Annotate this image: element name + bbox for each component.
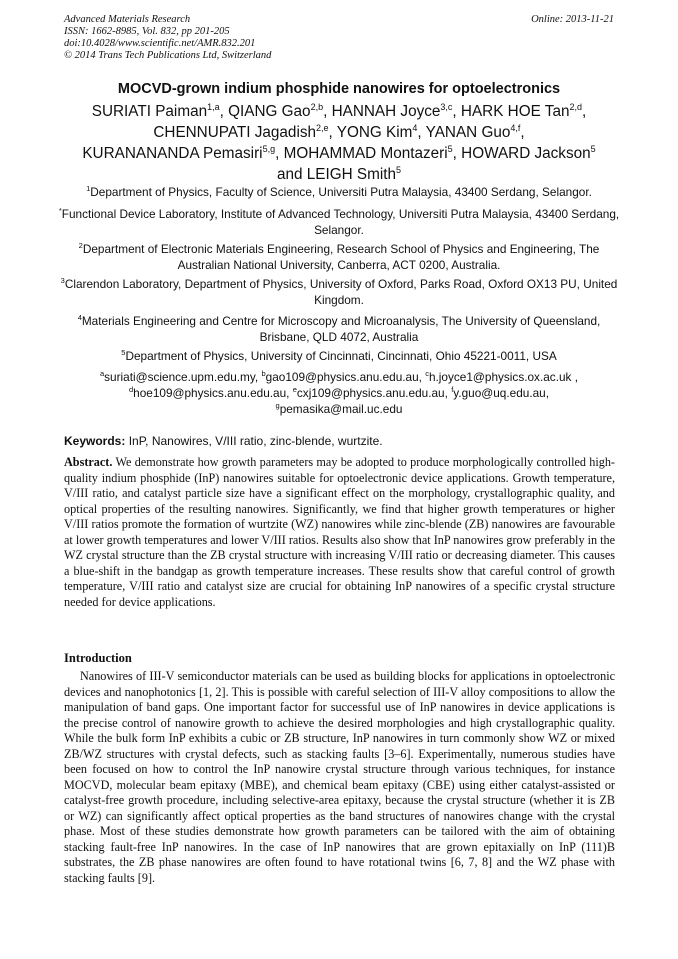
author: MOHAMMAD Montazeri$^5$, [283,144,462,162]
keywords-text: InP, Nanowires, V/III ratio, zinc-blende, wurtzite. [125,434,383,448]
affiliation: *Functional Device Laboratory, Institute of Advanced Technology, Universiti Putra Malaysia, 43400 Serdang, Selangor. [58,206,620,237]
author: YONG Kim$^4$, [336,123,426,141]
author: and LEIGH Smith$^5$ [276,165,402,183]
email: $^f$y.guo@uq.edu.au, [451,385,549,400]
abstract-text: We demonstrate how growth parameters may be adopted to produce morphologically controlled high-quality indium phosphide (InP) nanowires suitable for optoelectronic device applications. Growth temperature, V/III ratio, and catalyst particle size have a significant effect on the morphology, crystallographic quality, and optical properties of the resulting nanowires. Significantly, we find that higher growth temperatures or higher V/III ratios promote the formation of wurtzite (WZ) nanowires while zinc-blende (ZB) nanowires are favourable at lower growth temperatures and lower V/III ratios. Results also show that InP nanowires grow preferably in the WZ crystal structure than the ZB crystal structure with increasing V/III ratio or decreasing diameter. This causes a blue-shift in the bandgap as growth temperature increases. These results show that careful control of growth temperature, V/III ratio and catalyst size are crucial for obtaining InP nanowires of a specific crystal structure needed for device applications. [64,455,616,609]
keywords-label: Keywords: [64,434,126,448]
affiliation: $^2$Department of Electronic Materials Engineering, Research School of Physics and Engineering, The Australian National University, Canberra, ACT 0200, Australia. [78,241,600,272]
author: CHENNUPATI Jagadish$^{2,e}$, [153,123,337,141]
affiliation: $^5$Department of Physics, University of Cincinnati, Cincinnati, Ohio 45221-0011, USA [121,348,557,363]
affiliation: $^4$Materials Engineering and Centre for Microscopy and Microanalysis, The University of Queensland, Brisbane, QLD 4072, Australia [77,313,601,344]
email: $^e$cxj109@physics.anu.edu.au, [292,385,448,400]
author: HARK HOE Tan$^{2,d}$, [460,102,587,120]
affiliation: $^3$Clarendon Laboratory, Department of Physics, University of Oxford, Parks Road, Oxford OX13 PU, United Kingdom. [60,276,618,307]
email: $^d$hoe109@physics.anu.edu.au, [128,385,290,400]
abstract-label: Abstract. [64,455,113,469]
issn-line: ISSN: 1662-8985, Vol. 832, pp 201-205 [64,26,230,37]
author: QIANG Gao$^{2,b}$, [228,102,332,120]
author: HOWARD Jackson$^5$ [461,144,596,162]
copyright-line: © 2014 Trans Tech Publications Ltd, Switzerland [64,50,272,61]
online-date: Online: 2013-11-21 [531,14,614,25]
author-list [40,101,638,185]
affiliation: $^1$Department of Physics, Faculty of Science, Universiti Putra Malaysia, 43400 Serdang, Selangor. [86,184,592,199]
email-list [56,369,622,417]
email: $^a$suriati@science.upm.edu.my, [99,369,259,384]
email: $^c$h.joyce1@physics.ox.ac.uk , [425,369,578,384]
journal-header [64,14,614,62]
introduction-paragraph: Nanowires of III-V semiconductor materials can be used as building blocks for applications in optoelectronic devices and nanophotonics [1, 2]. This is possible with careful selection of III-V alloy compositions to allow the manipulation of band gaps. One important factor for successful use of InP nanowires in device applications is the precise control of nanowire growth to achieve the desired morphologies and high crystallographic quality. While the bulk form InP exhibits a cubic or ZB structure, InP nanowires in turn commonly show WZ or mixed ZB/WZ structures with crystal defects, such as stacking faults [3–6]. Experimentally, numerous studies have been focused on how to control the InP nanowire crystal structure through various techniques, for instance MOCVD, molecular beam epitaxy (MBE), and chemical beam epitaxy (CBE) using either catalyst-assisted or catalyst-free growth procedure, including selective-area epitaxy, because the crystal structure (whether it is ZB or WZ) can significantly affect optical properties as the band structures of nanowires change with the crystal phase. Most of these studies demonstrate how growth parameters can be tailored with the aim of obtaining stacking fault-free InP nanowires. In the case of InP nanowires that are grown epitaxially on InP (111)B substrates, the ZB phase nanowires are often found to have rotational twins [6, 7, 8] and the WZ phase with stacking faults [9]. [64,669,615,885]
abstract-paragraph [64,455,615,610]
doi-line: doi:10.4028/www.scientific.net/AMR.832.201 [64,38,256,49]
section-heading-introduction: Introduction [64,651,132,665]
author: SURIATI Paiman$^{1,a}$, [91,102,229,120]
email: $^b$gao109@physics.anu.edu.au, [261,369,422,384]
journal-name: Advanced Materials Research [64,14,191,25]
paper-title: MOCVD-grown indium phosphide nanowires for optoelectronics [117,81,561,97]
author: YANAN Guo$^{4,f}$, [425,123,525,141]
author: KURANANANDA Pemasiri$^{5,g}$, [82,144,284,162]
author: HANNAH Joyce$^{3,c}$, [331,102,461,120]
email: $^g$pemasika@mail.uc.edu [275,401,403,416]
keywords-line [64,434,619,448]
